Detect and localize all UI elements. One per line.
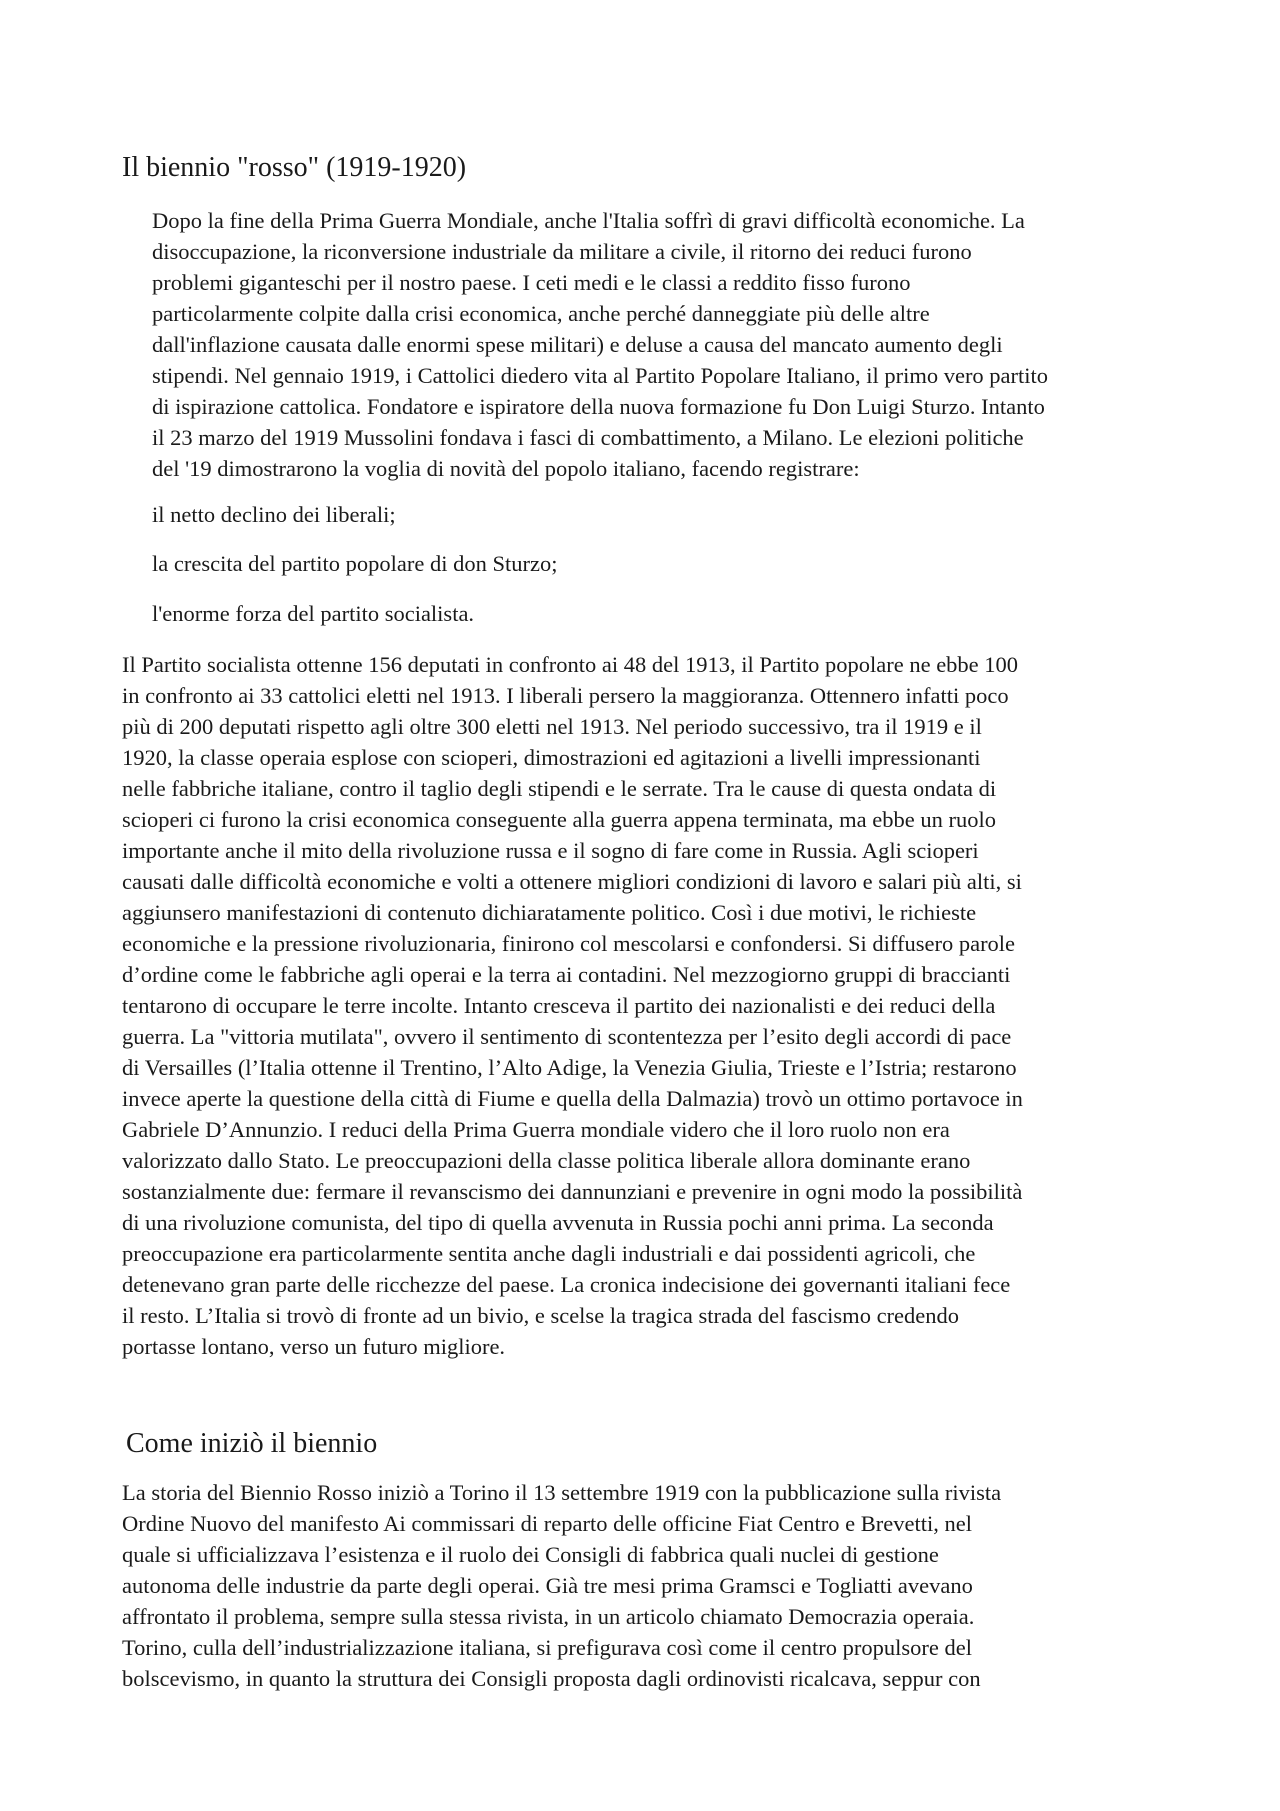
- list-item-socialista: l'enorme forza del partito socialista.: [152, 601, 475, 626]
- text-line: più di 200 deputati rispetto agli oltre 300 eletti nel 1913. Nel periodo successivo, tra il 1919 e il: [122, 714, 982, 739]
- text-line: disoccupazione, la riconversione industriale da militare a civile, il ritorno dei reduci furono: [152, 239, 972, 264]
- text-line: autonoma delle industrie da parte degli operai. Già tre mesi prima Gramsci e Togliatti avevano: [122, 1573, 973, 1598]
- text-line: economiche e la pressione rivoluzionaria, finirono col mescolarsi e confondersi. Si diffusero parole: [122, 931, 1016, 956]
- text-line: affrontato il problema, sempre sulla stessa rivista, in un articolo chiamato Democrazia operaia.: [122, 1604, 975, 1629]
- list-item-liberali: il netto declino dei liberali;: [152, 502, 396, 527]
- text-line: La storia del Biennio Rosso iniziò a Torino il 13 settembre 1919 con la pubblicazione sulla rivista: [122, 1480, 1002, 1505]
- text-line: in confronto ai 33 cattolici eletti nel 1913. I liberali persero la maggioranza. Ottennero infatti poco: [122, 683, 1009, 708]
- text-line: guerra. La "vittoria mutilata", ovvero il sentimento di scontentezza per l’esito degli accordi di pace: [122, 1024, 1012, 1049]
- text-line: il resto. L’Italia si trovò di fronte ad un bivio, e scelse la tragica strada del fascismo credendo: [122, 1303, 960, 1328]
- text-line: stipendi. Nel gennaio 1919, i Cattolici diedero vita al Partito Popolare Italiano, il primo vero partito: [152, 363, 1049, 388]
- text-line: quale si ufficializzava l’esistenza e il ruolo dei Consigli di fabbrica quali nuclei di gestione: [122, 1542, 939, 1567]
- text-line: Gabriele D’Annunzio. I reduci della Prima Guerra mondiale videro che il loro ruolo non era: [122, 1117, 950, 1142]
- text-line: importante anche il mito della rivoluzione russa e il sogno di fare come in Russia. Agli scioperi: [122, 838, 979, 863]
- text-line: problemi giganteschi per il nostro paese. I ceti medi e le classi a reddito fisso furono: [152, 270, 911, 295]
- section-title-biennio-rosso: Il biennio "rosso" (1919-1920): [122, 152, 467, 183]
- text-line: preoccupazione era particolarmente sentita anche dagli industriali e dai possidenti agricoli, che: [122, 1241, 976, 1266]
- section2-paragraph: [122, 1477, 1162, 1694]
- text-line: Ordine Nuovo del manifesto Ai commissari di reparto delle officine Fiat Centro e Brevetti, nel: [122, 1511, 972, 1536]
- text-line: di una rivoluzione comunista, del tipo di quella avvenuta in Russia pochi anni prima. La seconda: [122, 1210, 994, 1235]
- text-line: sostanzialmente due: fermare il revanscismo dei dannunziani e prevenire in ogni modo la possibilità: [122, 1179, 1023, 1204]
- section-title-come-inizio: Come iniziò il biennio: [126, 1428, 378, 1459]
- text-line: di Versailles (l’Italia ottenne il Trentino, l’Alto Adige, la Venezia Giulia, Trieste e l’Istria; restarono: [122, 1055, 1017, 1080]
- text-line: dall'inflazione causata dalle enormi spese militari) e deluse a causa del mancato aumento degli: [152, 332, 1003, 357]
- text-line: detenevano gran parte delle ricchezze del paese. La cronica indecisione dei governanti italiani fece: [122, 1272, 1011, 1297]
- text-line: Torino, culla dell’industrializzazione italiana, si prefigurava così come il centro propulsore del: [122, 1635, 972, 1660]
- list-item-popolare: la crescita del partito popolare di don Sturzo;: [152, 551, 558, 576]
- text-line: aggiunsero manifestazioni di contenuto dichiaratamente politico. Così i due motivi, le richieste: [122, 900, 977, 925]
- text-line: Dopo la fine della Prima Guerra Mondiale, anche l'Italia soffrì di gravi difficoltà economiche. La: [152, 208, 1025, 233]
- text-line: valorizzato dallo Stato. Le preoccupazioni della classe politica liberale allora dominante erano: [122, 1148, 971, 1173]
- text-line: nelle fabbriche italiane, contro il taglio degli stipendi e le serrate. Tra le cause di questa ondata di: [122, 776, 997, 801]
- text-line: scioperi ci furono la crisi economica conseguente alla guerra appena terminata, ma ebbe un ruolo: [122, 807, 997, 832]
- text-line: particolarmente colpite dalla crisi economica, anche perché danneggiate più delle altre: [152, 301, 930, 326]
- text-line: d’ordine come le fabbriche agli operai e la terra ai contadini. Nel mezzogiorno gruppi di braccianti: [122, 962, 1011, 987]
- text-line: 1920, la classe operaia esplose con scioperi, dimostrazioni ed agitazioni a livelli impressionanti: [122, 745, 981, 770]
- text-line: portasse lontano, verso un futuro migliore.: [122, 1334, 506, 1359]
- text-line: tentarono di occupare le terre incolte. Intanto cresceva il partito dei nazionalisti e dei reduci della: [122, 993, 996, 1018]
- text-line: Il Partito socialista ottenne 156 deputati in confronto ai 48 del 1913, il Partito popolare ne ebbe 100: [122, 652, 1019, 677]
- text-line: invece aperte la questione della città di Fiume e quella della Dalmazia) trovò un ottimo portavoce in: [122, 1086, 1023, 1111]
- intro-paragraph: [152, 205, 1162, 484]
- text-line: il 23 marzo del 1919 Mussolini fondava i fasci di combattimento, a Milano. Le elezioni politiche: [152, 425, 1024, 450]
- text-line: del '19 dimostrarono la voglia di novità del popolo italiano, facendo registrare:: [152, 456, 860, 481]
- body-paragraph: [122, 649, 1162, 1362]
- text-line: di ispirazione cattolica. Fondatore e ispiratore della nuova formazione fu Don Luigi Sturzo. Intanto: [152, 394, 1045, 419]
- text-line: bolscevismo, in quanto la struttura dei Consigli proposta dagli ordinovisti ricalcava, seppur con: [122, 1666, 981, 1691]
- text-line: causati dalle difficoltà economiche e volti a ottenere migliori condizioni di lavoro e salari più alti, si: [122, 869, 1022, 894]
